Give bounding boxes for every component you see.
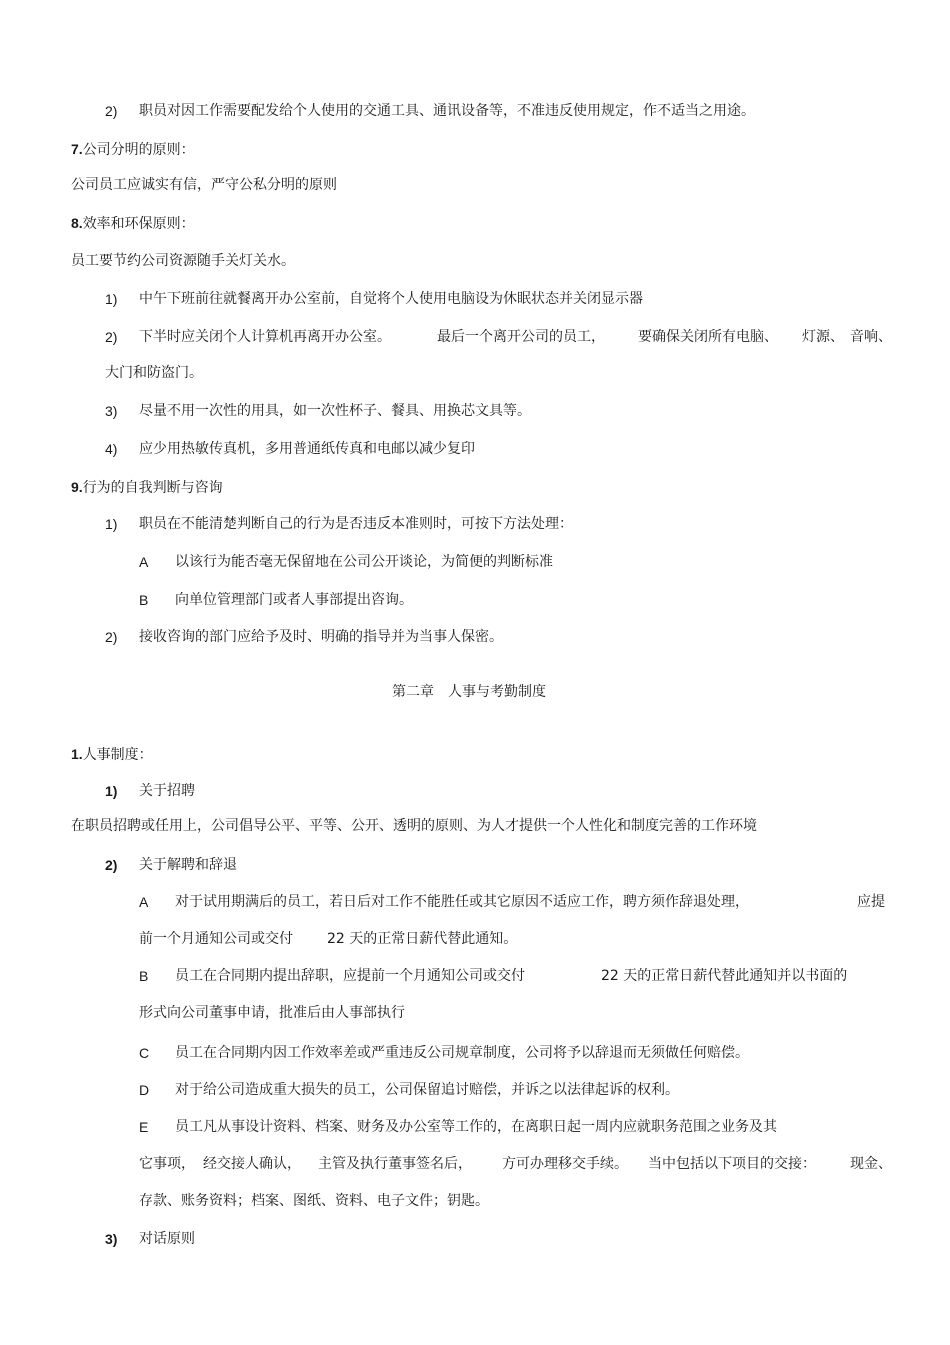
sub-item-text: 当中包括以下项目的交接： bbox=[648, 1156, 816, 1172]
sub-item-text: 应提 bbox=[857, 894, 885, 910]
subsection-title: 关于招聘 bbox=[139, 783, 195, 799]
sub-item-text: 22 天的正常日薪代替此通知并以书面的 bbox=[601, 968, 848, 984]
sub-item-text: 主管及执行董事签名后， bbox=[318, 1156, 472, 1172]
paragraph: 公司员工应诚实有信，严守公私分明的原则 bbox=[71, 177, 337, 193]
section-title: 行为的自我判断与咨询 bbox=[82, 480, 223, 496]
chapter-title: 第二章 人事与考勤制度 bbox=[392, 684, 546, 700]
list-item-text: 要确保关闭所有电脑、 bbox=[638, 329, 778, 345]
sub-item-text: 对于试用期满后的员工，若日后对工作不能胜任或其它原因不适应工作，聘方须作辞退处理， bbox=[175, 894, 749, 910]
section-number: 8. bbox=[71, 215, 83, 231]
section-title: 公司分明的原则： bbox=[82, 142, 195, 158]
list-item-text: 尽量不用一次性的用具，如一次性杯子、餐具、用换芯文具等。 bbox=[139, 403, 531, 419]
list-number: 2) bbox=[105, 329, 118, 345]
list-number: 4) bbox=[105, 441, 118, 457]
section-number: 9. bbox=[71, 479, 83, 495]
section-title: 效率和环保原则： bbox=[82, 216, 195, 232]
sub-item-text: 员工在合同期内因工作效率差或严重违反公司规章制度，公司将予以辞退而无须做任何赔偿。 bbox=[175, 1045, 749, 1061]
sub-item-mark: A bbox=[139, 554, 149, 570]
sub-item-mark: B bbox=[139, 968, 149, 984]
sub-item-text: 方可办理移交手续。 bbox=[502, 1156, 628, 1172]
list-number: 1) bbox=[105, 516, 118, 532]
section-title: 人事制度： bbox=[82, 747, 153, 763]
section-heading bbox=[71, 213, 195, 234]
subsection-title: 对话原则 bbox=[139, 1231, 195, 1247]
sub-item-text: 以该行为能否毫无保留地在公司公开谈论，为简便的判断标准 bbox=[175, 554, 553, 570]
list-item-text: 最后一个离开公司的员工， bbox=[437, 329, 605, 345]
sub-item-text: 存款、账务资料；档案、图纸、资料、电子文件；钥匙。 bbox=[139, 1193, 489, 1209]
list-number: 3) bbox=[105, 403, 118, 419]
list-number: 2) bbox=[105, 103, 118, 119]
list-item-text: 职员对因工作需要配发给个人使用的交通工具、通讯设备等，不准违反使用规定，作不适当之用途。 bbox=[139, 103, 755, 119]
sub-item-text: 现金、 bbox=[850, 1156, 892, 1172]
paragraph: 在职员招聘或任用上，公司倡导公平、平等、公开、透明的原则、为人才提供一个人性化和制度完善的工作环境 bbox=[71, 818, 757, 834]
sub-item-mark: C bbox=[139, 1045, 150, 1061]
list-item-text: 下半时应关闭个人计算机再离开办公室。 bbox=[139, 329, 391, 345]
section-heading bbox=[71, 744, 153, 765]
paragraph: 员工要节约公司资源随手关灯关水。 bbox=[71, 253, 295, 269]
sub-item-text: 向单位管理部门或者人事部提出咨询。 bbox=[175, 592, 413, 608]
section-heading bbox=[71, 477, 223, 498]
sub-item-mark: B bbox=[139, 592, 149, 608]
list-item-text: 职员在不能清楚判断自己的行为是否违反本准则时，可按下方法处理： bbox=[139, 516, 573, 532]
section-number: 7. bbox=[71, 141, 83, 157]
list-item-text: 大门和防盗门。 bbox=[105, 365, 203, 381]
sub-item-text: 员工凡从事设计资料、档案、财务及办公室等工作的，在离职日起一周内应就职务范围之业务及其 bbox=[175, 1119, 777, 1135]
sub-item-mark: A bbox=[139, 894, 149, 910]
sub-item-text: 前一个月通知公司或交付 bbox=[139, 931, 293, 947]
sub-item-text: 对于给公司造成重大损失的员工，公司保留追讨赔偿，并诉之以法律起诉的权利。 bbox=[175, 1082, 679, 1098]
list-item-text: 应少用热敏传真机，多用普通纸传真和电邮以减少复印 bbox=[139, 441, 475, 457]
list-number: 3) bbox=[105, 1231, 118, 1247]
list-number: 2) bbox=[105, 857, 118, 873]
sub-item-text: 形式向公司董事申请，批准后由人事部执行 bbox=[139, 1005, 405, 1021]
list-item-text: 接收咨询的部门应给予及时、明确的指导并为当事人保密。 bbox=[139, 629, 503, 645]
sub-item-mark: E bbox=[139, 1119, 149, 1135]
list-item-text: 音响、 bbox=[850, 329, 892, 345]
section-number: 1. bbox=[71, 746, 83, 762]
subsection-title: 关于解聘和辞退 bbox=[139, 857, 237, 873]
sub-item-text: 经交接人确认， bbox=[203, 1156, 301, 1172]
sub-item-mark: D bbox=[139, 1082, 150, 1098]
list-item-text: 灯源、 bbox=[802, 329, 844, 345]
sub-item-text: 它事项， bbox=[139, 1156, 195, 1172]
list-number: 1) bbox=[105, 783, 118, 799]
section-heading bbox=[71, 139, 195, 160]
sub-item-text: 员工在合同期内提出辞职，应提前一个月通知公司或交付 bbox=[175, 968, 525, 984]
list-item-text: 中午下班前往就餐离开办公室前，自觉将个人使用电脑设为休眠状态并关闭显示器 bbox=[139, 291, 643, 307]
list-number: 2) bbox=[105, 629, 118, 645]
list-number: 1) bbox=[105, 291, 118, 307]
sub-item-text: 22 天的正常日薪代替此通知。 bbox=[327, 931, 518, 947]
